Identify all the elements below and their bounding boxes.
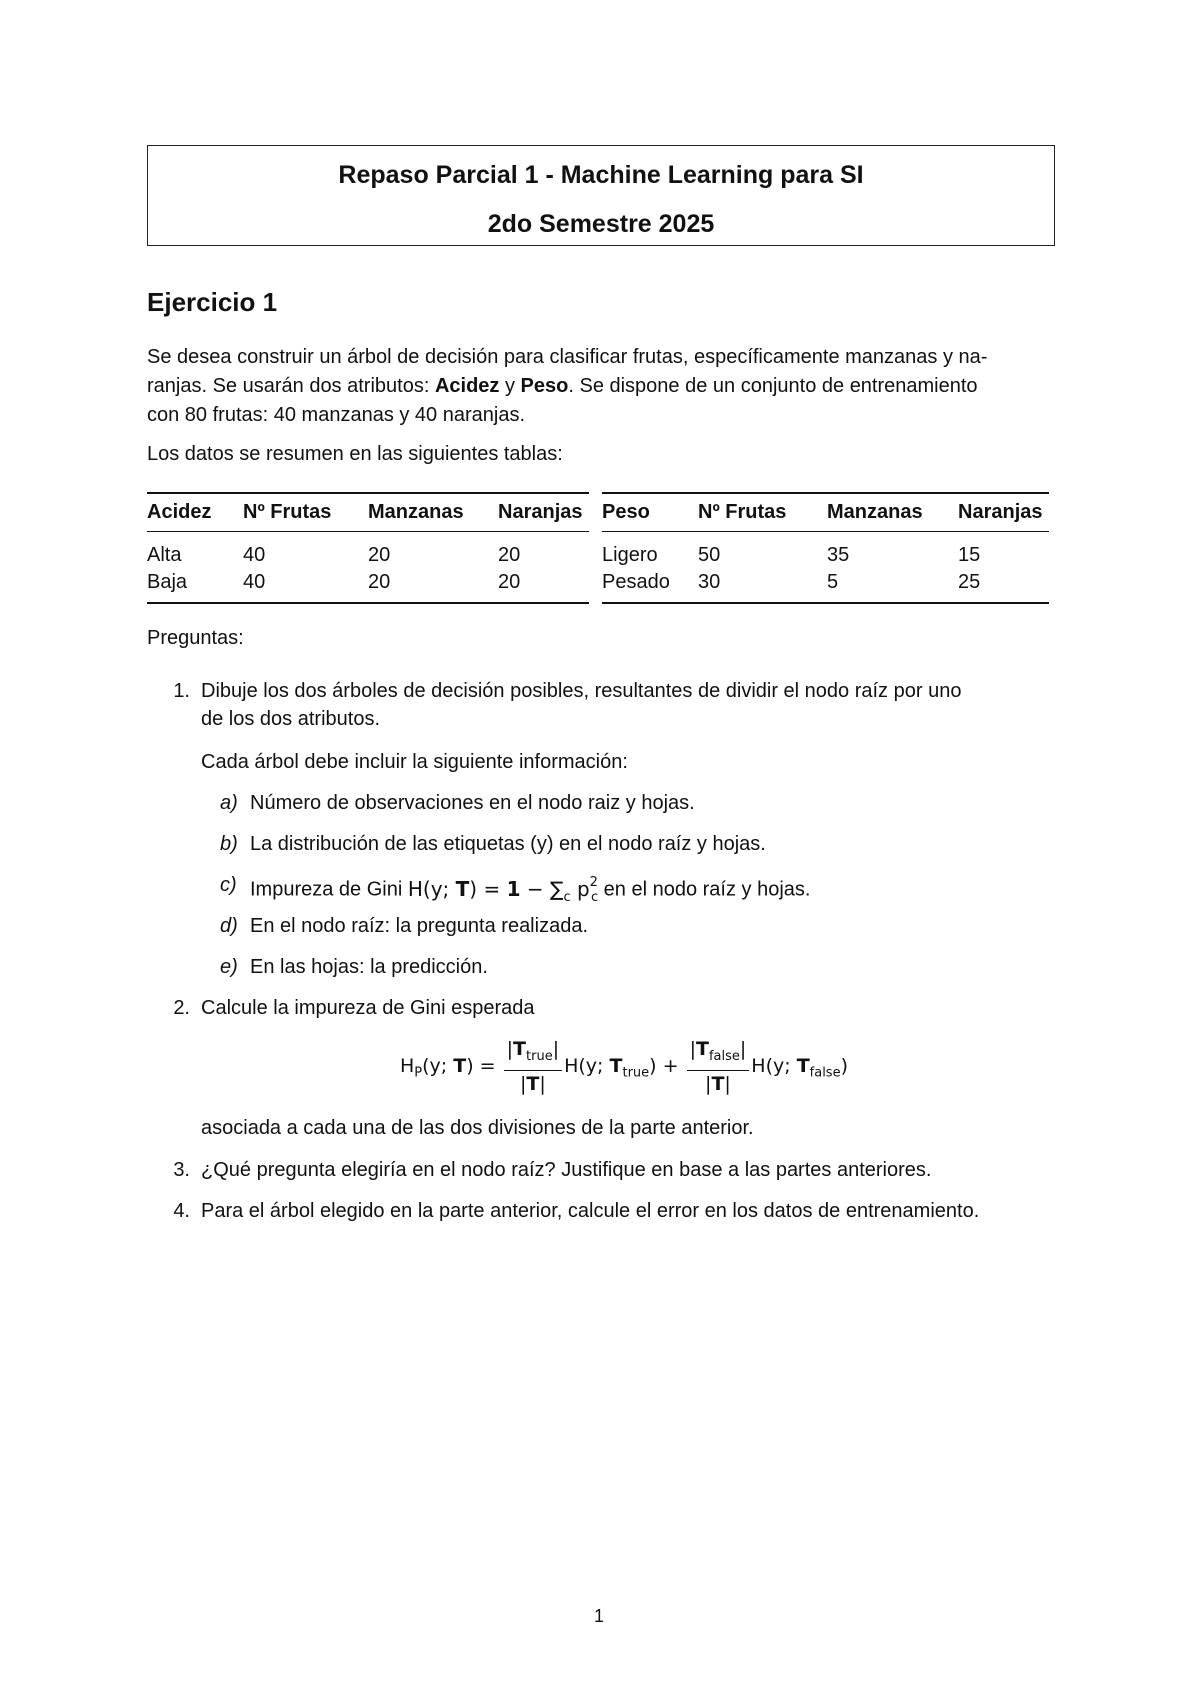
table-header: Nº Frutas xyxy=(698,501,787,523)
table-header: Naranjas xyxy=(958,501,1043,523)
intro-text: y xyxy=(499,375,521,397)
item-label: e) xyxy=(220,956,238,978)
table-row xyxy=(602,569,1049,603)
exercise-heading: Ejercicio 1 xyxy=(147,287,278,317)
intro-text: ranjas. Se usarán dos atributos: xyxy=(147,375,435,397)
table-cell: 30 xyxy=(698,571,721,593)
item-text: En el nodo raíz: la pregunta realizada. xyxy=(250,915,588,937)
document-title: Repaso Parcial 1 - Machine Learning para SI xyxy=(338,161,864,189)
tables-intro: Los datos se resumen en las siguientes tablas: xyxy=(147,443,563,465)
intro-line-2 xyxy=(147,372,1062,401)
table-cell: 20 xyxy=(368,544,391,566)
attribute-acidez: Acidez xyxy=(434,375,500,397)
intro-paragraph xyxy=(147,343,1062,430)
table-peso xyxy=(602,492,1049,604)
gini-formula: H(y; $T) = 1 - \sum_c$ $p^2_c$ xyxy=(407,875,599,905)
table-acidez xyxy=(147,492,589,604)
table-cell: 5 xyxy=(827,571,839,593)
question-text: ¿Qué pregunta elegiría en el nodo raíz? Justifique en base a las partes anteriores. xyxy=(201,1159,932,1181)
question-number: 4. xyxy=(173,1200,190,1222)
intro-line-3: con 80 frutas: 40 manzanas y 40 naranjas. xyxy=(147,404,526,426)
table-header: Nº Frutas xyxy=(243,501,332,523)
questions-label: Preguntas: xyxy=(147,627,244,649)
document-semester: 2do Semestre 2025 xyxy=(487,210,715,238)
item-text: Número de observaciones en el nodo raiz y hojas. xyxy=(250,792,695,814)
table-cell: 50 xyxy=(698,544,721,566)
attribute-peso: Peso xyxy=(520,375,569,397)
title-box xyxy=(147,145,1055,246)
table-header: Manzanas xyxy=(827,501,923,523)
item-label: c) xyxy=(220,874,237,896)
table-cell: 15 xyxy=(958,544,981,566)
fraction-false: $\frac{|T_{false}|}{|T|}$ xyxy=(687,1036,750,1097)
q1-sub-intro: Cada árbol debe incluir la siguiente información: xyxy=(201,751,628,773)
table-row xyxy=(147,532,589,570)
table-cell: 40 xyxy=(243,571,266,593)
table-cell: 20 xyxy=(498,571,521,593)
question-number: 2. xyxy=(173,997,190,1019)
item-label: d) xyxy=(220,915,238,937)
table-cell: 35 xyxy=(827,544,850,566)
item-label: a) xyxy=(220,792,238,814)
table-cell: Baja xyxy=(147,571,188,593)
table-cell: 25 xyxy=(958,571,981,593)
table-row xyxy=(147,569,589,603)
question-number: 3. xyxy=(173,1159,190,1181)
table-header: Naranjas xyxy=(498,501,583,523)
intro-line-1: Se desea construir un árbol de decisión para clasificar frutas, específicamente manzanas y na- xyxy=(147,346,988,368)
table-header-row xyxy=(147,493,589,532)
question-number: 1. xyxy=(173,680,190,702)
item-text: La distribución de las etiquetas (y) en el nodo raíz y hojas. xyxy=(250,833,766,855)
item-text xyxy=(250,871,810,912)
item-text: En las hojas: la predicción. xyxy=(250,956,488,978)
table-header: Manzanas xyxy=(368,501,464,523)
question-text xyxy=(201,677,1071,733)
table-cell: Alta xyxy=(147,544,182,566)
table-cell: 40 xyxy=(243,544,266,566)
expected-gini-formula: $H_P(y$; T) = $\frac{|T_{true}|}{|T|}$ H(y; $T_{true}$) + $\frac{|T_{false}|}{|T|}$ H(y; $T_{false}$) xyxy=(400,1038,849,1095)
item-text-part: en el nodo raíz y hojas. xyxy=(598,878,811,901)
table-row xyxy=(602,532,1049,570)
table-cell: 20 xyxy=(368,571,391,593)
fraction-true: $\frac{|T_{true}|}{|T|}$ xyxy=(504,1036,562,1097)
page-number: 1 xyxy=(594,1606,605,1626)
intro-text: . Se dispone de un conjunto de entrenamiento xyxy=(568,375,978,397)
table-cell: 20 xyxy=(498,544,521,566)
question-text-line: de los dos atributos. xyxy=(201,708,380,730)
table-cell: Ligero xyxy=(602,544,658,566)
table-header: Peso xyxy=(602,501,650,523)
question-text: Para el árbol elegido en la parte anterior, calcule el error en los datos de entrenamiento. xyxy=(201,1200,980,1222)
q2-after: asociada a cada una de las dos divisiones de la parte anterior. xyxy=(201,1117,754,1139)
item-text-part: Impureza de Gini xyxy=(250,878,408,901)
question-text-line: Dibuje los dos árboles de decisión posibles, resultantes de dividir el nodo raíz por uno xyxy=(201,680,962,702)
table-header-row xyxy=(602,493,1049,532)
table-cell: Pesado xyxy=(602,571,670,593)
item-label: b) xyxy=(220,833,238,855)
question-text: Calcule la impureza de Gini esperada xyxy=(201,997,535,1019)
table-header: Acidez xyxy=(147,501,212,523)
